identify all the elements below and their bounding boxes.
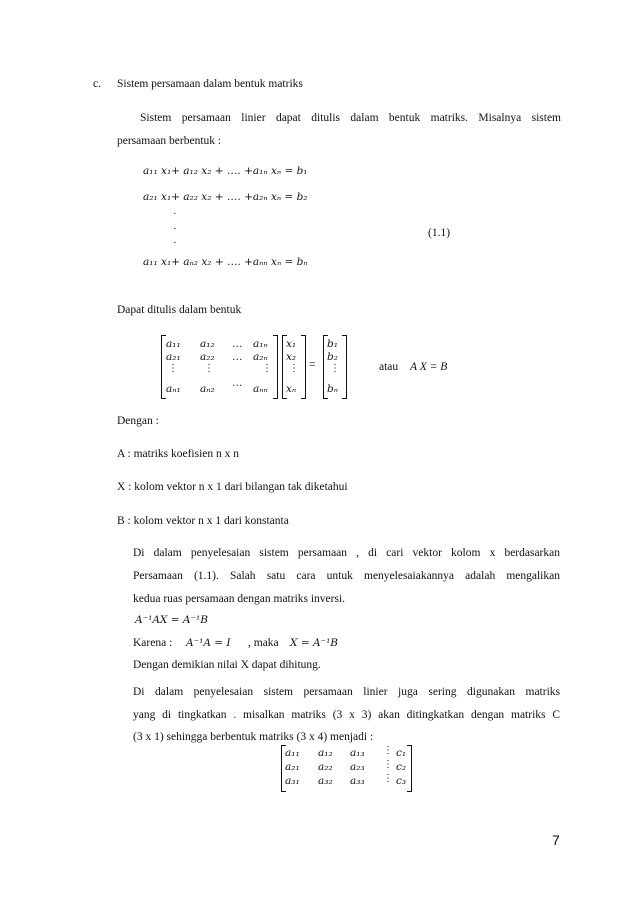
matrix-a-cell: a₁₁ bbox=[166, 338, 181, 350]
augmented-cell: c₁ bbox=[396, 747, 407, 759]
vertical-dot-3: · bbox=[173, 237, 177, 249]
augmented-separator: ⋮ bbox=[383, 759, 393, 770]
vector-x-cell: x₂ bbox=[286, 351, 297, 363]
augmented-separator: ⋮ bbox=[383, 745, 393, 756]
augmented-cell: a₁₁ bbox=[285, 747, 300, 759]
augmented-cell: a₃₂ bbox=[318, 775, 333, 787]
matrix-a-cell: a₂ₙ bbox=[253, 351, 268, 363]
augmented-cell: a₁₂ bbox=[318, 747, 333, 759]
vector-x-cell: xₙ bbox=[286, 383, 297, 395]
matrix-a-cell: … bbox=[232, 338, 243, 350]
explanation-p2-line-1: Di dalam penyelesaian sistem persamaan linier juga sering digunakan matriks bbox=[133, 686, 560, 698]
definition-a: A : matriks koefisien n x n bbox=[117, 448, 240, 460]
augmented-cell: a₂₁ bbox=[285, 761, 300, 773]
vertical-dot-2: · bbox=[173, 223, 177, 235]
matrix-equals: = bbox=[309, 359, 316, 371]
karena-equation-1: A⁻¹A = I bbox=[186, 637, 231, 649]
page-number: 7 bbox=[552, 832, 560, 848]
augmented-right-bracket bbox=[407, 745, 412, 792]
explanation-p2-line-2: yang di tingkatkan . misalkan matriks (3 x 3) akan ditingkatkan dengan matriks C bbox=[133, 709, 560, 721]
vector-b-right-bracket bbox=[342, 335, 347, 399]
matrix-a-cell: a₂₁ bbox=[166, 351, 181, 363]
equation-2: a₂₁ x₁+ a₂₂ x₂ + …. +a₂ₙ xₙ = b₂ bbox=[143, 191, 308, 203]
vector-x-right-bracket bbox=[301, 335, 306, 399]
matrix-a-cell: ⋮ bbox=[262, 363, 272, 374]
equation-1: a₁₁ x₁+ a₁₂ x₂ + …. +a₁ₙ xₙ = b₁ bbox=[143, 165, 308, 177]
compact-equation: A X = B bbox=[410, 361, 448, 373]
section-title: Sistem persamaan dalam bentuk matriks bbox=[117, 78, 303, 90]
explanation-p1-line-1: Di dalam penyelesaian sistem persamaan , di cari vektor kolom x berdasarkan bbox=[133, 547, 560, 559]
augmented-cell: a₃₃ bbox=[350, 775, 365, 787]
augmented-cell: a₁₃ bbox=[350, 747, 365, 759]
karena-equation-2: X = A⁻¹B bbox=[290, 637, 338, 649]
explanation-p1-line-3: kedua ruas persamaan dengan matriks inversi. bbox=[133, 593, 346, 605]
equation-label: (1.1) bbox=[428, 227, 451, 239]
matrix-a-cell: a₁ₙ bbox=[253, 338, 268, 350]
maka-word: , maka bbox=[248, 637, 279, 649]
vector-b-cell: b₁ bbox=[327, 338, 338, 350]
vector-x-cell: ⋮ bbox=[289, 363, 299, 374]
matrix-a-cell: … bbox=[232, 351, 243, 363]
vector-b-cell: b₂ bbox=[327, 351, 338, 363]
inverse-equation: A⁻¹AX = A⁻¹B bbox=[135, 614, 208, 626]
augmented-separator: ⋮ bbox=[383, 773, 393, 784]
equation-last: a₁₁ x₁+ aₙ₂ x₂ + …. +aₙₙ xₙ = bₙ bbox=[143, 256, 308, 268]
or-word: atau bbox=[379, 361, 399, 373]
matrix-a-cell: ⋮ bbox=[204, 363, 214, 374]
definition-x: X : kolom vektor n x 1 dari bilangan tak diketahui bbox=[117, 481, 348, 493]
augmented-cell: a₂₃ bbox=[350, 761, 365, 773]
matrix-a-right-bracket bbox=[273, 335, 278, 399]
matrix-a-cell: a₂₂ bbox=[200, 351, 215, 363]
vector-b-cell: bₙ bbox=[327, 383, 338, 395]
intro-line-2: persamaan berbentuk : bbox=[117, 135, 222, 147]
intro-line-1: Sistem persamaan linier dapat ditulis dalam bentuk matriks. Misalnya sistem bbox=[140, 112, 561, 124]
vertical-dot-1: · bbox=[173, 208, 177, 220]
augmented-cell: c₃ bbox=[396, 775, 407, 787]
matrix-a-cell: ⋮ bbox=[168, 363, 178, 374]
section-marker: c. bbox=[93, 78, 101, 90]
matrix-a-cell: aₙₙ bbox=[253, 383, 268, 395]
matrix-a-cell: aₙ₁ bbox=[166, 383, 181, 395]
karena-label: Karena : bbox=[133, 637, 173, 649]
augmented-cell: a₃₁ bbox=[285, 775, 300, 787]
explanation-p2-line-3: (3 x 1) sehingga berbentuk matriks (3 x 4) menjadi : bbox=[133, 731, 374, 743]
explanation-p1-line-2: Persamaan (1.1). Salah satu cara untuk menyelesaiakannya adalah mengalikan bbox=[133, 570, 560, 582]
vector-x-cell: x₁ bbox=[286, 338, 297, 350]
matrix-a-cell: a₁₂ bbox=[200, 338, 215, 350]
matrix-a-cell: aₙ₂ bbox=[200, 383, 215, 395]
matrix-form-heading: Dapat ditulis dalam bentuk bbox=[117, 304, 242, 316]
conclusion-line: Dengan demikian nilai X dapat dihitung. bbox=[133, 659, 321, 671]
definitions-heading: Dengan : bbox=[117, 415, 159, 427]
augmented-cell: a₂₂ bbox=[318, 761, 333, 773]
matrix-a-cell: … bbox=[232, 377, 243, 389]
vector-b-cell: ⋮ bbox=[330, 363, 340, 374]
definition-b: B : kolom vektor n x 1 dari konstanta bbox=[117, 515, 289, 527]
augmented-cell: c₂ bbox=[396, 761, 407, 773]
